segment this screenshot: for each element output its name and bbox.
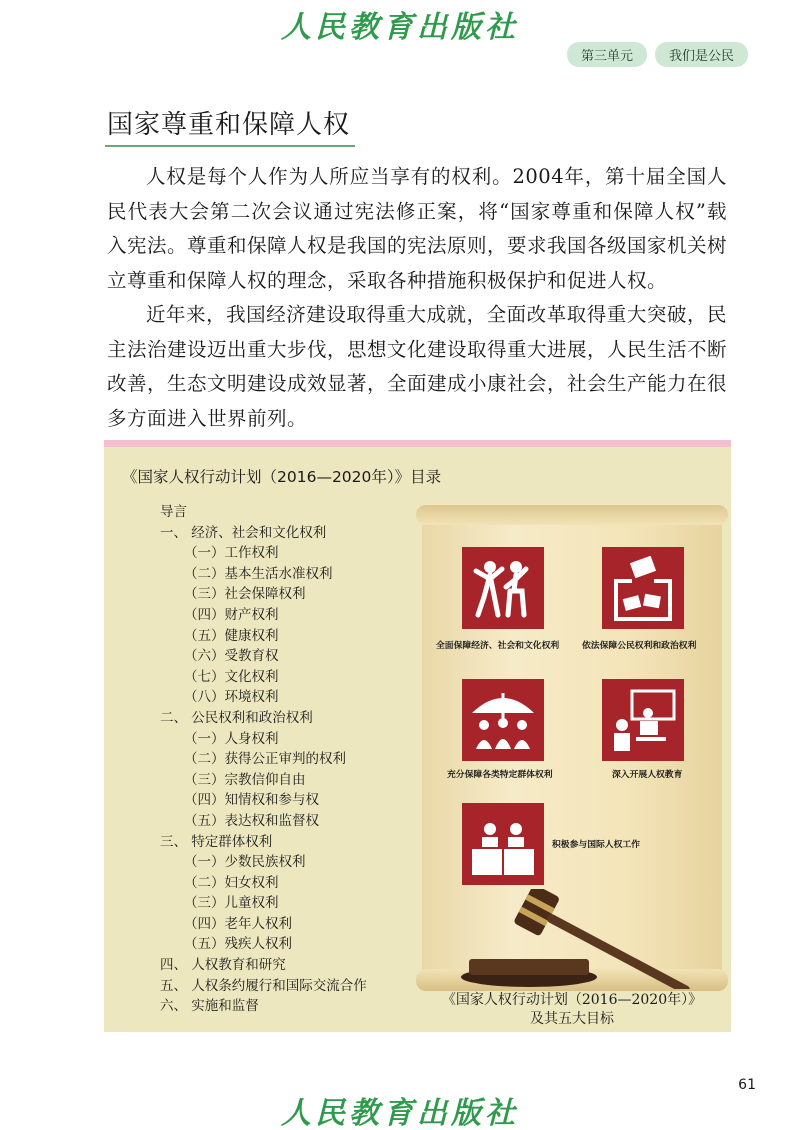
page-number: 61 bbox=[738, 1077, 756, 1093]
unit-tag-lesson: 我们是公民 bbox=[655, 42, 748, 67]
toc-subitem: （八）环境权利 bbox=[184, 689, 279, 706]
goal-label-group-rights: 充分保障各类特定群体权利 bbox=[447, 770, 553, 780]
scroll-top-roll bbox=[416, 505, 728, 525]
toc-subitem: （二）获得公正审判的权利 bbox=[184, 751, 346, 768]
paragraph-2: 近年来，我国经济建设取得重大成就，全面改革取得重大突破，民主法治建设迈出重大步伐，思想文化建设取得重大进展，人民生活不断改善，生态文明建设成效显著，全面建成小康社会，社会生产能力在很多方面进入世界前列。 bbox=[107, 303, 728, 430]
goal-label-economic-rights: 全面保障经济、社会和文化权利 bbox=[436, 641, 560, 651]
goal-label-education: 深入开展人权教育 bbox=[612, 770, 683, 780]
toc-item: 一、 经济、社会和文化权利 bbox=[160, 524, 327, 541]
toc-item: 五、 人权条约履行和国际交流合作 bbox=[160, 977, 367, 994]
toc-subitem: （二）基本生活水准权利 bbox=[184, 565, 333, 582]
gavel-icon bbox=[459, 889, 719, 989]
table-of-contents bbox=[160, 502, 367, 1017]
figure-caption-line-1: 《国家人权行动计划（2016—2020年）》 bbox=[441, 992, 703, 1008]
toc-subitem: （三）宗教信仰自由 bbox=[184, 771, 306, 788]
toc-item: 导言 bbox=[160, 504, 187, 520]
toc-subitem: （四）老年人权利 bbox=[184, 915, 292, 932]
toc-subitem: （四）知情权和参与权 bbox=[184, 792, 319, 809]
goal-label-civil-rights: 依法保障公民权利和政治权利 bbox=[582, 641, 697, 651]
toc-subitem: （三）儿童权利 bbox=[184, 895, 279, 912]
section-title: 国家尊重和保障人权 bbox=[107, 110, 351, 140]
toc-item: 二、 公民权利和政治权利 bbox=[160, 709, 313, 726]
toc-subitem: （七）文化权利 bbox=[184, 668, 279, 685]
toc-subitem: （五）健康权利 bbox=[184, 627, 279, 644]
toc-subitem: （一）少数民族权利 bbox=[184, 854, 306, 871]
toc-item: 四、 人权教育和研究 bbox=[160, 957, 286, 974]
section-title-underline bbox=[105, 145, 355, 147]
toc-subitem: （三）社会保障权利 bbox=[184, 586, 306, 603]
publisher-logo-top: 人民教育出版社 bbox=[281, 10, 519, 45]
toc-subitem: （六）受教育权 bbox=[184, 648, 279, 665]
classroom-icon bbox=[602, 679, 684, 761]
unit-tags bbox=[567, 42, 748, 67]
figure-title: 《国家人权行动计划（2016—2020年）》目录 bbox=[122, 468, 442, 486]
dancing-people-icon bbox=[462, 547, 544, 629]
publisher-logo-bottom: 人民教育出版社 bbox=[281, 1096, 519, 1130]
umbrella-group-icon bbox=[462, 679, 544, 761]
toc-subitem: （二）妇女权利 bbox=[184, 874, 279, 891]
figure-caption bbox=[422, 991, 722, 1029]
ballot-box-icon bbox=[602, 547, 684, 629]
toc-item: 六、 实施和监督 bbox=[160, 998, 259, 1015]
goal-label-international: 积极参与国际人权工作 bbox=[552, 840, 640, 850]
toc-subitem: （一）工作权利 bbox=[184, 545, 279, 562]
figure-caption-line-2: 及其五大目标 bbox=[530, 1011, 614, 1027]
toc-subitem: （五）表达权和监督权 bbox=[184, 812, 319, 829]
figure-panel bbox=[104, 440, 731, 1032]
body-text bbox=[107, 160, 727, 436]
toc-subitem: （一）人身权利 bbox=[184, 730, 279, 747]
toc-subitem: （五）残疾人权利 bbox=[184, 936, 292, 953]
unit-tag-chapter: 第三单元 bbox=[567, 42, 647, 67]
conference-icon bbox=[462, 803, 544, 885]
paragraph-1: 人权是每个人作为人所应当享有的权利。2004年，第十届全国人民代表大会第二次会议通过宪法修正案，将“国家尊重和保障人权”载入宪法。尊重和保障人权是我国的宪法原则，要求我国各级国家机关树立尊重和保障人权的理念，采取各种措施积极保护和促进人权。 bbox=[107, 165, 728, 292]
toc-subitem: （四）财产权利 bbox=[184, 606, 279, 623]
toc-item: 三、 特定群体权利 bbox=[160, 833, 273, 850]
